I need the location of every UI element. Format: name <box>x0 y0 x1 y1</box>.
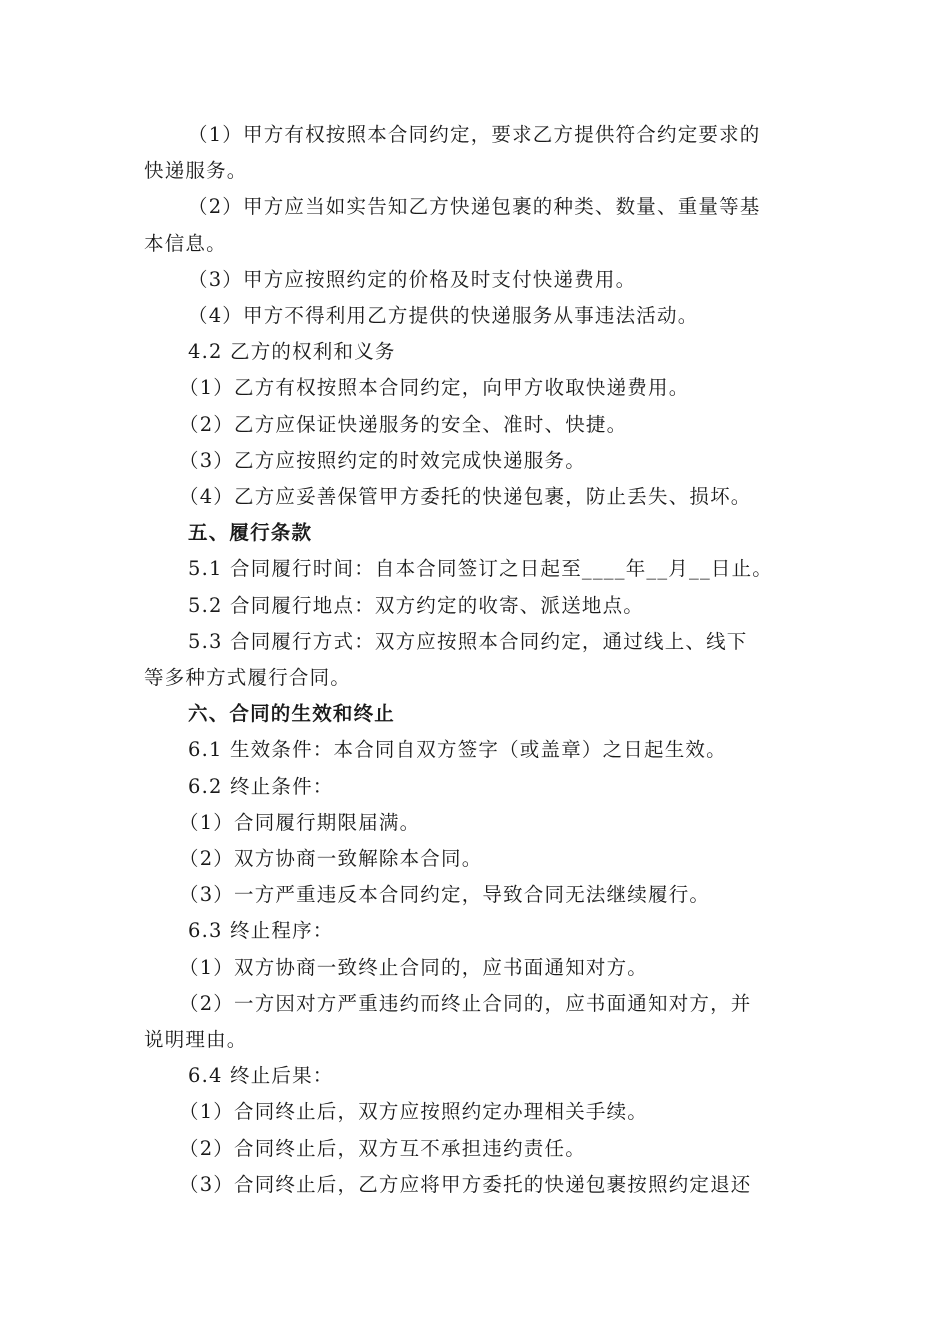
text-line: 说明理由。 <box>144 1028 248 1052</box>
text-line: （3）合同终止后，乙方应将甲方委托的快递包裹按照约定退还 <box>179 1172 752 1196</box>
section-heading: 六、合同的生效和终止 <box>188 702 396 726</box>
text-line: （2）甲方应当如实告知乙方快递包裹的种类、数量、重量等基 <box>188 195 761 219</box>
text-line: （3）一方严重违反本合同约定，导致合同无法继续履行。 <box>179 883 711 907</box>
text-line: （2）乙方应保证快递服务的安全、准时、快捷。 <box>179 412 628 436</box>
text-line: 6.1 生效条件：本合同自双方签字（或盖章）之日起生效。 <box>188 738 727 762</box>
text-line: 等多种方式履行合同。 <box>144 666 352 690</box>
text-line: （4）甲方不得利用乙方提供的快递服务从事违法活动。 <box>188 304 699 328</box>
text-line: （1）合同终止后，双方应按照约定办理相关手续。 <box>179 1100 649 1124</box>
text-line: 快递服务。 <box>144 159 248 183</box>
document-body <box>144 117 814 1203</box>
text-line: （1）双方协商一致终止合同的，应书面通知对方。 <box>179 955 649 979</box>
text-line: 5.3 合同履行方式：双方应按照本合同约定，通过线上、线下 <box>188 629 748 653</box>
text-line: （2）合同终止后，双方互不承担违约责任。 <box>179 1136 586 1160</box>
text-line: （1）甲方有权按照本合同约定，要求乙方提供符合约定要求的 <box>188 123 761 146</box>
text-line: （3）甲方应按照约定的价格及时支付快递费用。 <box>188 267 637 291</box>
text-line: 本信息。 <box>144 231 227 255</box>
text-line: 5.1 合同履行时间：自本合同签订之日起至____年__月__日止。 <box>188 557 774 581</box>
text-line: （2）双方协商一致解除本合同。 <box>179 847 483 871</box>
section-heading: 五、履行条款 <box>188 521 313 545</box>
subsection-heading: 6.3 终止程序： <box>188 919 334 943</box>
subsection-heading: 6.2 终止条件： <box>188 774 334 798</box>
subsection-heading: 6.4 终止后果： <box>188 1064 334 1088</box>
subsection-heading: 4.2 乙方的权利和义务 <box>188 340 396 364</box>
text-line: （2）一方因对方严重违约而终止合同的，应书面通知对方，并 <box>179 991 752 1015</box>
text-line: （3）乙方应按照约定的时效完成快递服务。 <box>179 448 586 472</box>
text-line: （1）乙方有权按照本合同约定，向甲方收取快递费用。 <box>179 376 690 400</box>
text-line: 5.2 合同履行地点：双方约定的收寄、派送地点。 <box>188 593 645 617</box>
text-line: （4）乙方应妥善保管甲方委托的快递包裹，防止丢失、损坏。 <box>179 485 752 509</box>
text-line: （1）合同履行期限届满。 <box>179 810 421 834</box>
